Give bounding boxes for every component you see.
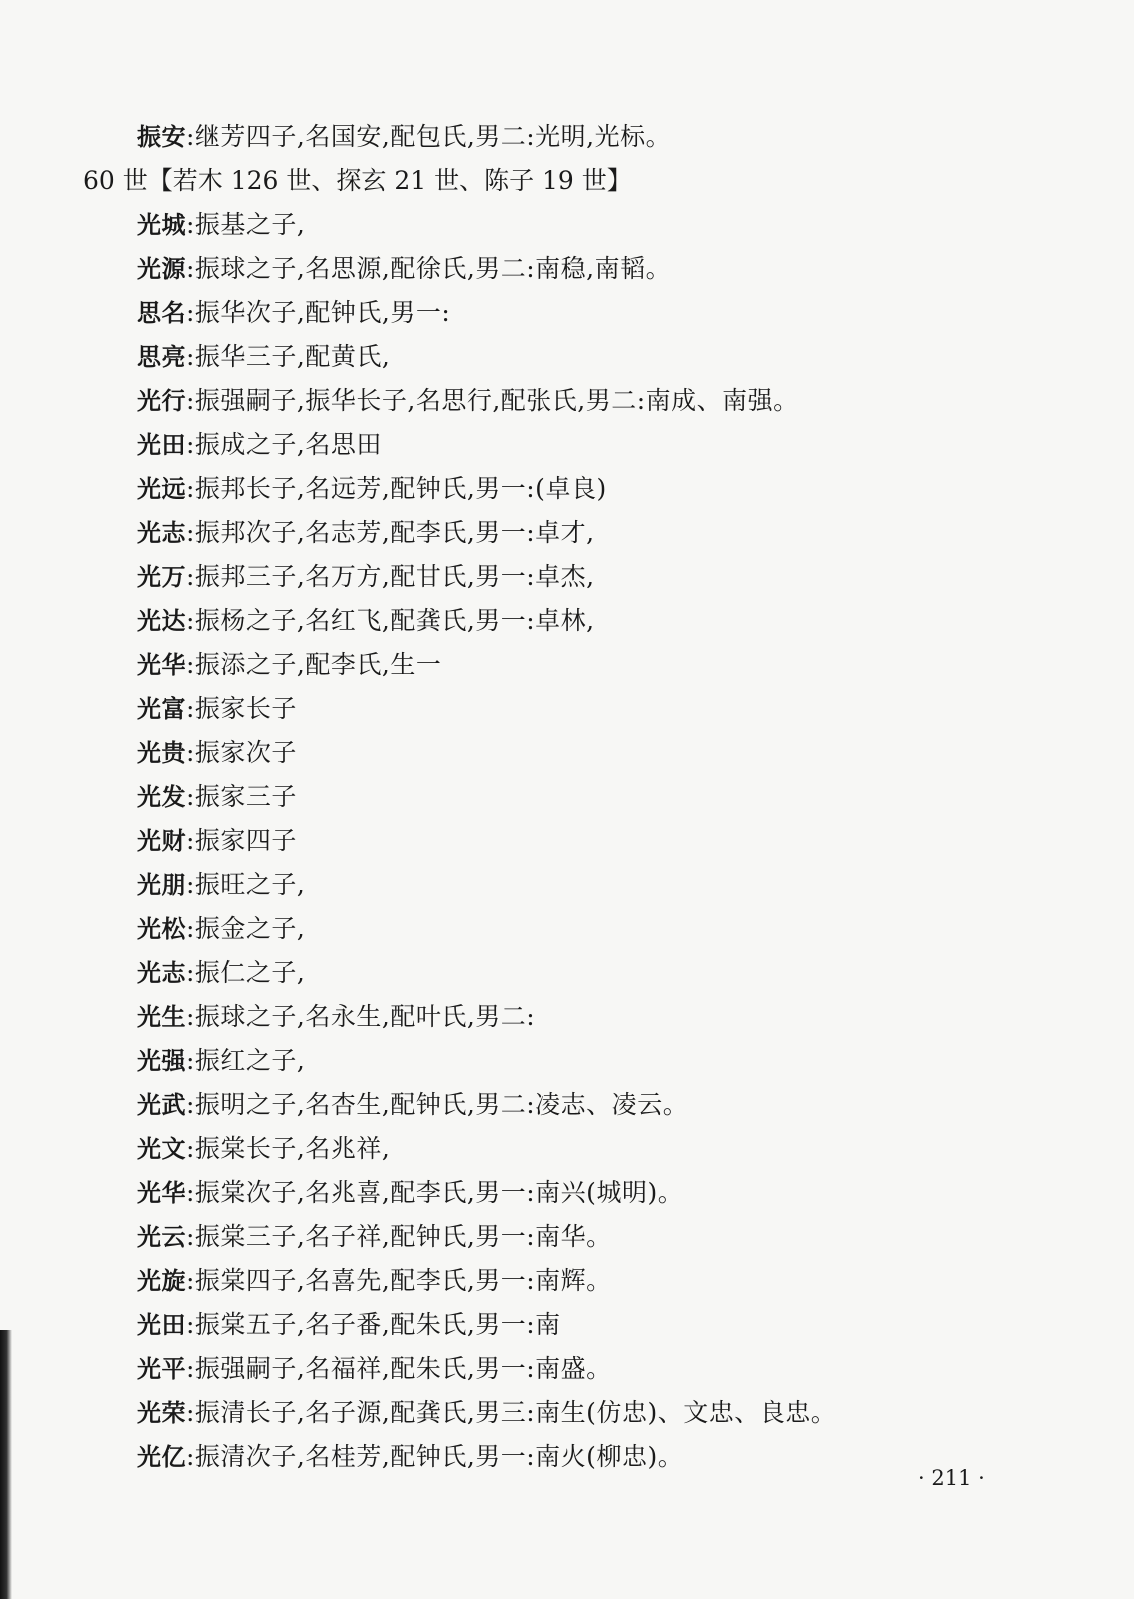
entry-name: 光志 xyxy=(137,959,186,987)
entry-line xyxy=(137,1393,836,1433)
entry-line xyxy=(137,777,297,817)
entry-name: 思亮 xyxy=(137,343,186,371)
entry-line xyxy=(137,821,297,861)
entry-line xyxy=(137,645,441,685)
entry-text: :振邦三子,名万方,配甘氏,男一:卓杰, xyxy=(186,562,595,591)
entry-line xyxy=(137,997,535,1037)
entry-line xyxy=(137,1349,612,1389)
entry-text: :振金之子, xyxy=(186,914,306,943)
entry-text: :振家长子 xyxy=(186,694,297,723)
entry-text: :振棠四子,名喜先,配李氏,男一:南辉。 xyxy=(186,1266,612,1295)
entry-name: 思名 xyxy=(137,299,186,327)
page-number: · 211 · xyxy=(918,1466,985,1490)
entry-name: 光田 xyxy=(137,431,186,459)
entry-name: 光旋 xyxy=(137,1267,186,1295)
entry-line xyxy=(137,425,382,465)
entry-name: 光强 xyxy=(137,1047,186,1075)
entry-name: 光生 xyxy=(137,1003,186,1031)
entry-line xyxy=(137,557,595,597)
entry-name: 光武 xyxy=(137,1091,186,1119)
entry-text: :振添之子,配李氏,生一 xyxy=(186,650,442,679)
entry-line xyxy=(137,953,305,993)
entry-name: 光平 xyxy=(137,1355,186,1383)
entry-name: 光远 xyxy=(137,475,186,503)
entry-line xyxy=(137,249,671,289)
entry-text: :振棠三子,名子祥,配钟氏,男一:南华。 xyxy=(186,1222,612,1251)
entry-name: 光财 xyxy=(137,827,186,855)
entry-line xyxy=(137,337,390,377)
entry-line xyxy=(137,293,450,333)
entry-name: 光田 xyxy=(137,1311,186,1339)
entry-text: :振华三子,配黄氏, xyxy=(186,342,391,371)
entry-text: :振棠五子,名子番,配朱氏,男一:南 xyxy=(186,1310,561,1339)
entry-name: 光松 xyxy=(137,915,186,943)
entry-line xyxy=(137,1129,390,1169)
entry-name: 光文 xyxy=(137,1135,186,1163)
entry-name: 振安 xyxy=(137,123,186,151)
entry-name: 光志 xyxy=(137,519,186,547)
entry-name: 光城 xyxy=(137,211,186,239)
entry-line xyxy=(137,601,595,641)
entry-name: 光发 xyxy=(137,783,186,811)
entry-text: :振强嗣子,振华长子,名思行,配张氏,男二:南成、南强。 xyxy=(186,386,799,415)
entry-text: :振棠长子,名兆祥, xyxy=(186,1134,391,1163)
entry-line xyxy=(137,1041,305,1081)
entry-name: 光云 xyxy=(137,1223,186,1251)
entry-name: 光达 xyxy=(137,607,186,635)
entry-name: 光朋 xyxy=(137,871,186,899)
binding-shadow xyxy=(0,1330,12,1599)
entry-text: :振基之子, xyxy=(186,210,306,239)
entry-line xyxy=(137,469,607,509)
entry-text: :振华次子,配钟氏,男一: xyxy=(186,298,451,327)
entry-text: :振清长子,名子源,配龚氏,男三:南生(仿忠)、文忠、良忠。 xyxy=(186,1398,837,1427)
entry-text: :振成之子,名思田 xyxy=(186,430,382,459)
entry-text: :振邦次子,名志芳,配李氏,男一:卓才, xyxy=(186,518,595,547)
entry-name: 光贵 xyxy=(137,739,186,767)
entry-text: :振强嗣子,名福祥,配朱氏,男一:南盛。 xyxy=(186,1354,612,1383)
entry-name: 光行 xyxy=(137,387,186,415)
entry-text: :振家四子 xyxy=(186,826,297,855)
entry-text: :振旺之子, xyxy=(186,870,306,899)
entry-text: :振棠次子,名兆喜,配李氏,男一:南兴(城明)。 xyxy=(186,1178,684,1207)
entry-text: :振杨之子,名红飞,配龚氏,男一:卓林, xyxy=(186,606,595,635)
entry-name: 光华 xyxy=(137,651,186,679)
entry-text: :振仁之子, xyxy=(186,958,306,987)
entry-line xyxy=(137,513,595,553)
entry-text: :振清次子,名桂芳,配钟氏,男一:南火(柳忠)。 xyxy=(186,1442,684,1471)
entry-text: :振红之子, xyxy=(186,1046,306,1075)
entry-line xyxy=(137,1217,612,1257)
entry-name: 光荣 xyxy=(137,1399,186,1427)
generation-header: 60 世【若木 126 世、探玄 21 世、陈子 19 世】 xyxy=(83,166,632,195)
entry-line xyxy=(137,1173,683,1213)
entry-line xyxy=(137,909,305,949)
entry-line xyxy=(137,1085,688,1125)
entry-name: 光万 xyxy=(137,563,186,591)
entry-line xyxy=(137,1305,561,1345)
entry-line xyxy=(137,1261,612,1301)
entry-text: :振明之子,名杏生,配钟氏,男二:凌志、凌云。 xyxy=(186,1090,689,1119)
entry-line xyxy=(137,381,799,421)
entry-name: 光富 xyxy=(137,695,186,723)
entry-name: 光亿 xyxy=(137,1443,186,1471)
entry-line xyxy=(137,1437,683,1477)
entry-text: :振球之子,名思源,配徐氏,男二:南稳,南韬。 xyxy=(186,254,672,283)
entry-text: :振家三子 xyxy=(186,782,297,811)
entry-text: :振家次子 xyxy=(186,738,297,767)
entry-line xyxy=(137,733,297,773)
entry-line xyxy=(137,117,671,157)
entry-text: :振球之子,名永生,配叶氏,男二: xyxy=(186,1002,536,1031)
entry-name: 光华 xyxy=(137,1179,186,1207)
entry-text: :振邦长子,名远芳,配钟氏,男一:(卓良) xyxy=(186,474,607,503)
entry-line xyxy=(137,689,297,729)
entry-line xyxy=(137,865,305,905)
entry-text: :继芳四子,名国安,配包氏,男二:光明,光标。 xyxy=(186,122,672,151)
entry-name: 光源 xyxy=(137,255,186,283)
entry-line xyxy=(137,205,305,245)
